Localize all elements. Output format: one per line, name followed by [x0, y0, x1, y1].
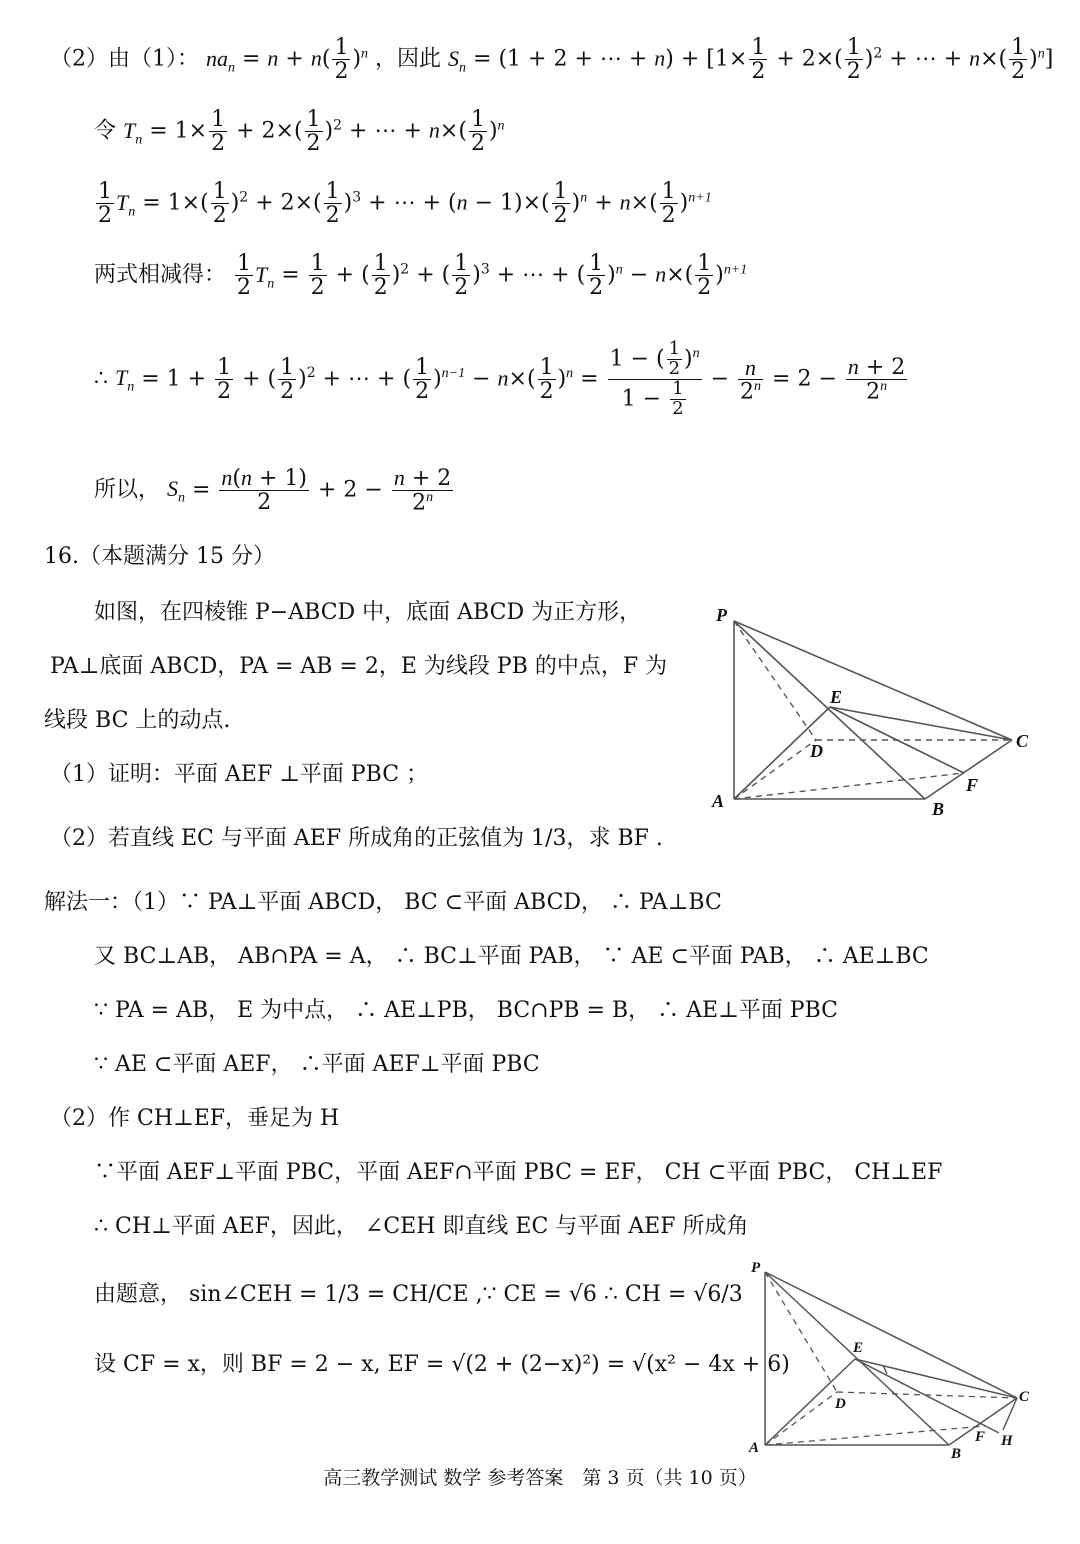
q16-stem-3: 线段 BC 上的动点. — [44, 708, 231, 733]
solution-line-1: 解法一：（1）∵ PA⊥平面 ABCD， BC ⊂平面 ABCD， ∴ PA⊥BC — [44, 890, 722, 915]
solution-line-4: ∵ AE ⊂平面 AEF， ∴平面 AEF⊥平面 PBC — [94, 1052, 540, 1077]
page-footer: 高三教学测试 数学 参考答案 第 3 页（共 10 页） — [323, 1467, 757, 1489]
pyramid-figure-2 — [745, 1258, 1045, 1463]
label-C: C — [1016, 731, 1029, 751]
sol15-line-3: $\frac{1}{2}$ $T_n = 1\times$( $\frac{1}{2}$ )$^2$ + 2×( $\frac{1}{2}$ )$^3$ + ⋯ + (n − 1)×( $\frac{1}{2}$ )$^n$ + n×( $\frac{1}{2}$ )$^{n+1}$ — [98, 179, 712, 229]
solution-line-2: 又 BC⊥AB， AB∩PA = A， ∴ BC⊥平面 PAB， ∵ AE ⊂平面 PAB， ∴ AE⊥BC — [94, 944, 929, 969]
solution-line-8: 由题意， sin∠CEH = 1/3 = CH/CE ,∵ CE = √6 ∴ CH = √6/3 — [94, 1282, 743, 1307]
q16-part-2: （2）若直线 EC 与平面 AEF 所成角的正弦值为 1/3，求 BF . — [50, 826, 663, 851]
edge2-PC — [765, 1272, 1017, 1398]
sol15-line-2: 令 $T_n = 1\times$ $\frac{1}{2}$ + 2×( $\frac{1}{2}$ )$^2$ + ⋯ + n×( $\frac{1}{2}$ )$^n$ — [94, 107, 505, 157]
sol15-line-1: （2）由（1）： $na_n = n + n$( $\frac{1}{2}$ )$^n$ ，因此 $S_n = (1 + 2$ + ⋯ + n) + [1× $\frac{1}{2}$ + 2×( $\frac{1}{2}$ )$^2$ + ⋯ + n×( $\frac{1}{2}$ )$^n$] — [50, 35, 1054, 85]
label2-H: H — [1001, 1433, 1013, 1449]
label2-A: A — [749, 1440, 760, 1456]
edge-PC — [734, 621, 1012, 740]
solution-line-3: ∵ PA = AB， E 为中点， ∴ AE⊥PB， BC∩PB = B， ∴ AE⊥平面 PBC — [94, 998, 838, 1023]
sol15-line-4: 两式相减得： $\frac{1}{2}$ $T_n$ = $\frac{1}{2}$ + ( $\frac{1}{2}$ )$^2$ + ( $\frac{1}{2}$ )$^3$ + ⋯ + ( $\frac{1}{2}$ )$^n$ − n×( $\frac{1}{2}$ )$^{n+1}$ — [94, 251, 748, 301]
sol15-line-6: 所以， $S_n$ = $\frac{n(n + 1)}{2}$ + 2 − $\frac{n + 2}{2^n}$ — [94, 465, 452, 516]
label-P: P — [716, 605, 727, 625]
label2-D: D — [835, 1396, 846, 1412]
edge2-AD — [765, 1392, 837, 1445]
label2-E: E — [853, 1340, 864, 1356]
label2-P: P — [751, 1260, 761, 1276]
label2-C: C — [1019, 1389, 1030, 1405]
q16-stem-2: PA⊥底面 ABCD，PA = AB = 2，E 为线段 PB 的中点，F 为 — [50, 654, 668, 679]
q16-part-1: （1）证明：平面 AEF ⊥平面 PBC ； — [50, 762, 429, 787]
edge-AD — [734, 740, 816, 799]
edge2-EH — [855, 1359, 999, 1433]
solution-line-9: 设 CF = x，则 BF = 2 − x, EF = √(2 + (2−x)²) = √(x² − 4x + 6) — [94, 1352, 790, 1377]
sol15-line-5: ∴ $T_n = 1$ + $\frac{1}{2}$ + ( $\frac{1}{2}$ )$^2$ + ⋯ + ( $\frac{1}{2}$ )$^{n-1}$ − n×( $\frac{1}{2}$ )$^n$ = 1 − ( $\frac{1}{2}$ )$^n$ 1 − $\frac{1}{2}$ − $\frac{n}{2^n}$ = 2 − $\frac{n + 2}{2^n}$ — [94, 338, 906, 419]
label-E: E — [830, 687, 843, 707]
label2-B: B — [951, 1446, 962, 1462]
label-A: A — [712, 791, 725, 811]
label-F: F — [966, 775, 979, 795]
solution-line-6: ∵平面 AEF⊥平面 PBC，平面 AEF∩平面 PBC = EF， CH ⊂平面 PBC， CH⊥EF — [94, 1160, 943, 1185]
solution-line-7: ∴ CH⊥平面 AEF，因此， ∠CEH 即直线 EC 与平面 AEF 所成角 — [94, 1214, 749, 1239]
q16-heading: 16.（本题满分 15 分） — [44, 544, 275, 569]
label2-F: F — [975, 1429, 986, 1445]
solution-line-5: （2）作 CH⊥EF，垂足为 H — [50, 1106, 340, 1131]
edge2-DC — [837, 1392, 1017, 1398]
label-D: D — [810, 741, 823, 761]
q16-stem-1: 如图，在四棱锥 P−ABCD 中，底面 ABCD 为正方形， — [94, 600, 642, 625]
pyramid-figure-1 — [700, 595, 1045, 825]
label-B: B — [932, 799, 945, 819]
